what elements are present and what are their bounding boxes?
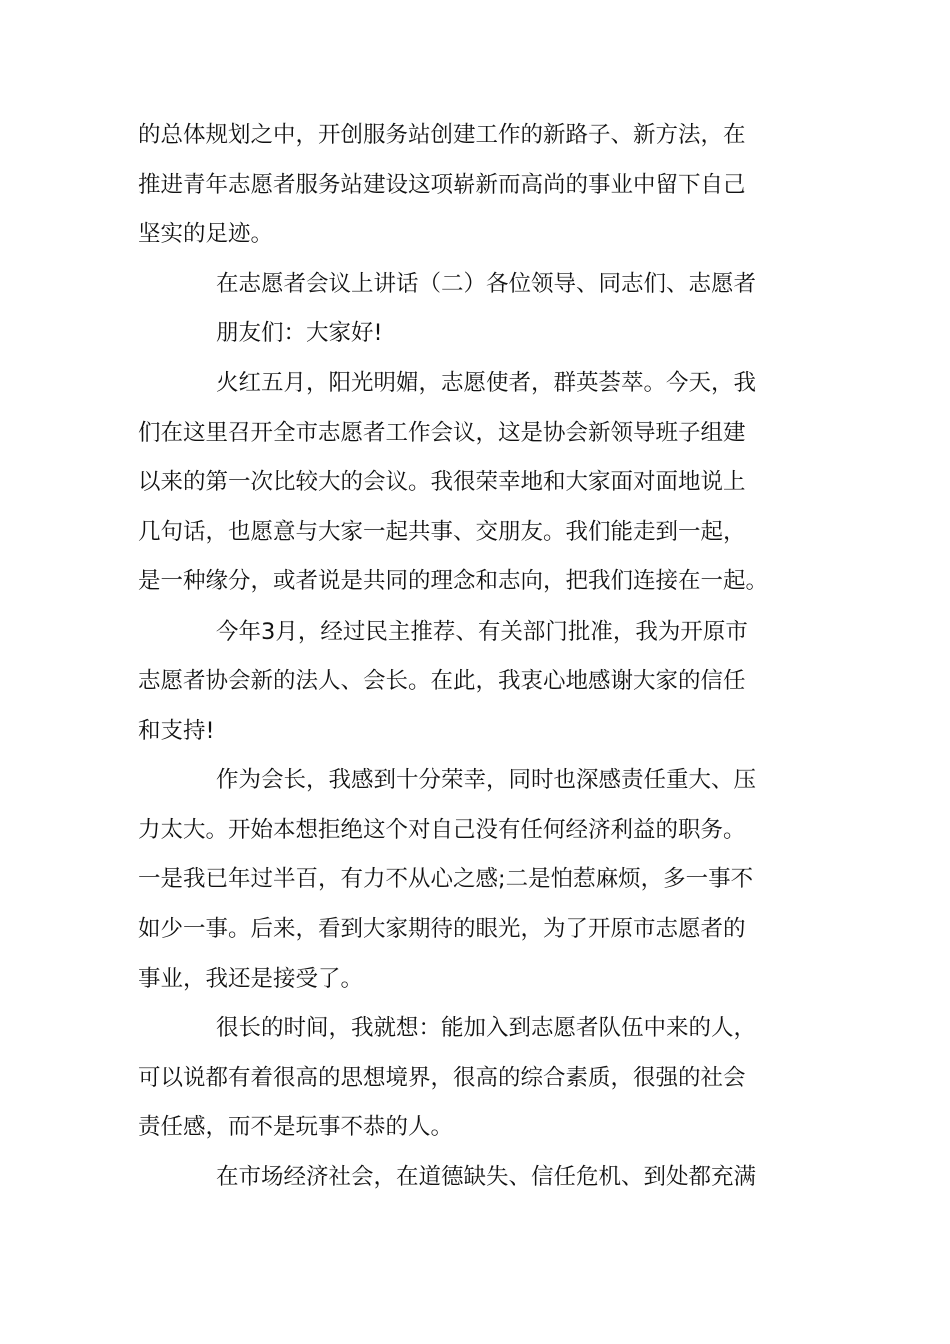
text-line: 朋友们：大家好!	[216, 320, 383, 346]
text-line: 力太大。开始本想拒绝这个对自己没有任何经济利益的职务。	[138, 817, 746, 843]
text-line: 和支持!	[138, 718, 215, 744]
text-line: 志愿者协会新的法人、会长。在此，我衷心地感谢大家的信任	[138, 668, 746, 694]
text-line: 事业，我还是接受了。	[138, 966, 364, 992]
text-line: 作为会长，我感到十分荣幸，同时也深感责任重大、压	[216, 767, 757, 793]
text-line: 几句话，也愿意与大家一起共事、交朋友。我们能走到一起，	[138, 519, 746, 545]
text-line: 如少一事。后来，看到大家期待的眼光，为了开原市志愿者的	[138, 916, 746, 942]
text-line: 很长的时间，我就想：能加入到志愿者队伍中来的人，	[216, 1015, 757, 1041]
text-line: 可以说都有着很高的思想境界，很高的综合素质，很强的社会	[138, 1065, 746, 1091]
text-line: 一是我已年过半百，有力不从心之感;二是怕惹麻烦，多一事不	[138, 866, 754, 892]
text-line: 以来的第一次比较大的会议。我很荣幸地和大家面对面地说上	[138, 469, 746, 495]
text-line: 责任感，而不是玩事不恭的人。	[138, 1114, 454, 1140]
text-line: 火红五月，阳光明媚，志愿使者，群英荟萃。今天，我	[216, 370, 757, 396]
text-line: 坚实的足迹。	[138, 221, 274, 247]
text-line: 是一种缘分，或者说是共同的理念和志向，把我们连接在一起。	[138, 568, 769, 594]
text-line: 的总体规划之中，开创服务站创建工作的新路子、新方法，在	[138, 122, 746, 148]
text-line: 在市场经济社会，在道德缺失、信任危机、到处都充满	[216, 1164, 757, 1190]
text-line: 在志愿者会议上讲话（二）各位领导、同志们、志愿者	[216, 271, 757, 297]
text-line: 们在这里召开全市志愿者工作会议，这是协会新领导班子组建	[138, 420, 746, 446]
text-line: 推进青年志愿者服务站建设这项崭新而高尚的事业中留下自己	[138, 172, 746, 198]
text-line: 今年3月，经过民主推荐、有关部门批准，我为开原市	[216, 619, 748, 645]
